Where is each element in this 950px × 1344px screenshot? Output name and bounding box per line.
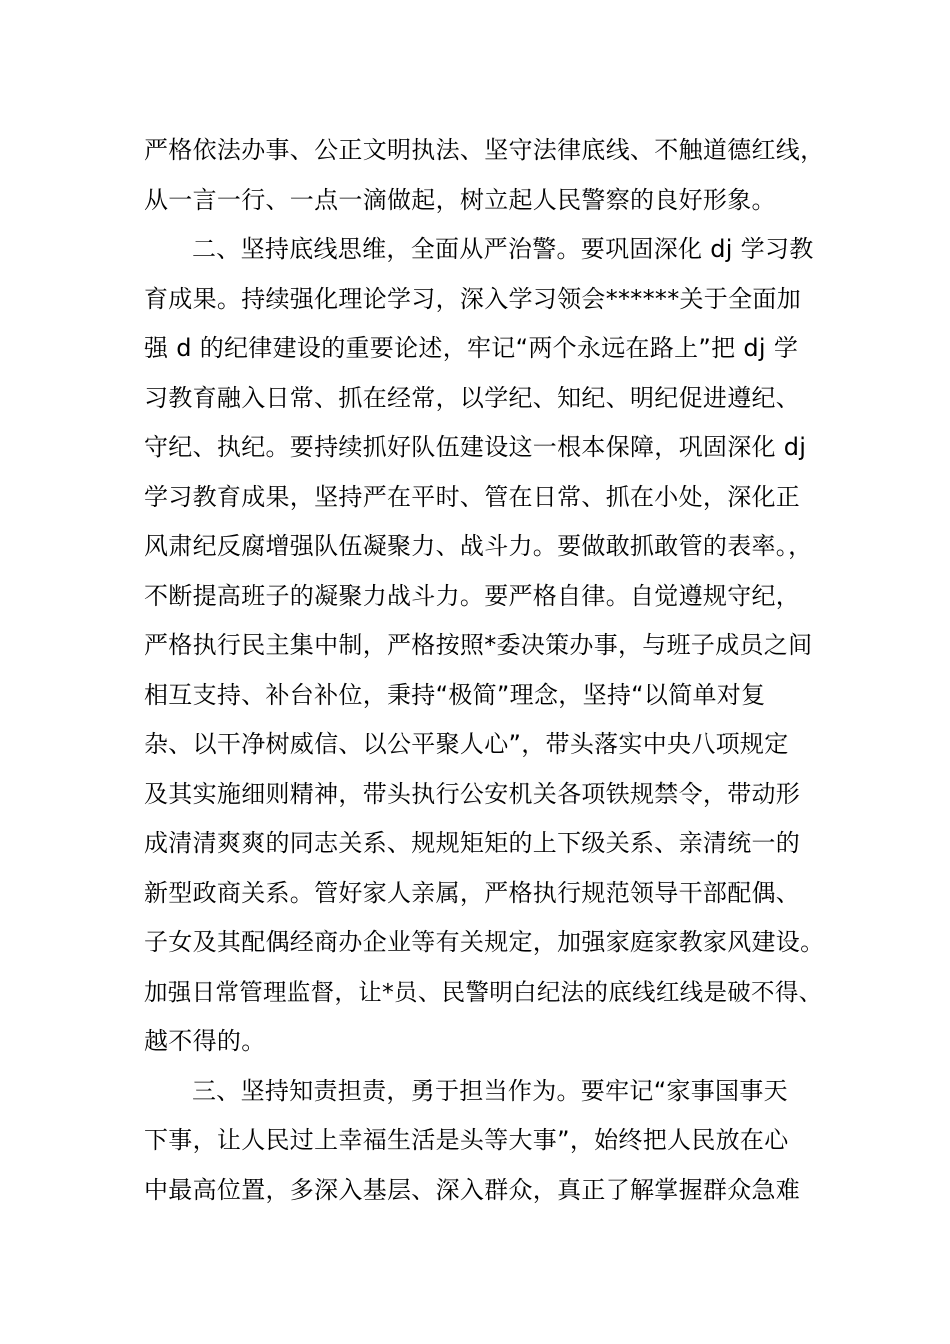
text-line: 育成果。持续强化理论学习，深入学习领会******关于全面加: [144, 284, 801, 313]
section-heading-line: 三、坚持知责担责，勇于担当作为。要牢记“家事国事天: [192, 1076, 788, 1105]
text-line: 相互支持、补台补位，秉持“极简”理念，坚持“以简单对复: [144, 680, 766, 709]
text-line: 习教育融入日常、抓在经常，以学纪、知纪、明纪促进遵纪、: [144, 383, 801, 412]
text-line: 及其实施细则精神，带头执行公安机关各项铁规禁令，带动形: [144, 779, 801, 808]
text-line: 严格执行民主集中制，严格按照*委决策办事，与班子成员之间: [144, 631, 813, 659]
text-line: 守纪、执纪。要持续抓好队伍建设这一根本保障，巩固深化 dj: [144, 433, 807, 461]
text-line: 杂、以干净树威信、以公平聚人心”，带头落实中央八项规定: [144, 730, 789, 758]
text-line: 不断提高班子的凝聚力战斗力。要严格自律。自觉遵规守纪，: [144, 581, 801, 610]
text-line: 子女及其配偶经商办企业等有关规定，加强家庭家教家风建设。: [144, 928, 825, 956]
body-text: [144, 126, 824, 1215]
text-line: 中最高位置，多深入基层、深入群众，真正了解掌握群众急难: [144, 1175, 801, 1204]
text-line: 成清清爽爽的同志关系、规规矩矩的上下级关系、亲清统一的: [144, 829, 801, 857]
text-line: 学习教育成果，坚持严在平时、管在日常、抓在小处，深化正: [144, 482, 801, 511]
section-heading-line: 二、坚持底线思维，全面从严治警。要巩固深化 dj 学习教: [192, 235, 814, 263]
text-line: 风肃纪反腐增强队伍凝聚力、战斗力。要做敢抓敢管的表率。，: [144, 532, 813, 560]
text-line: 下事，让人民过上幸福生活是头等大事”，始终把人民放在心: [144, 1126, 789, 1154]
text-line: 新型政商关系。管好家人亲属，严格执行规范领导干部配偶、: [144, 878, 801, 907]
text-line: 从一言一行、一点一滴做起，树立起人民警察的良好形象。: [144, 185, 776, 214]
text-line: 严格依法办事、公正文明执法、坚守法律底线、不触道德红线，: [144, 136, 825, 164]
text-line: 强 d 的纪律建设的重要论述，牢记“两个永远在路上”把 dj 学: [144, 334, 799, 362]
text-line: 越不得的。: [144, 1027, 266, 1055]
text-line: 加强日常管理监督，让*员、民警明白纪法的底线红线是破不得、: [144, 977, 823, 1006]
